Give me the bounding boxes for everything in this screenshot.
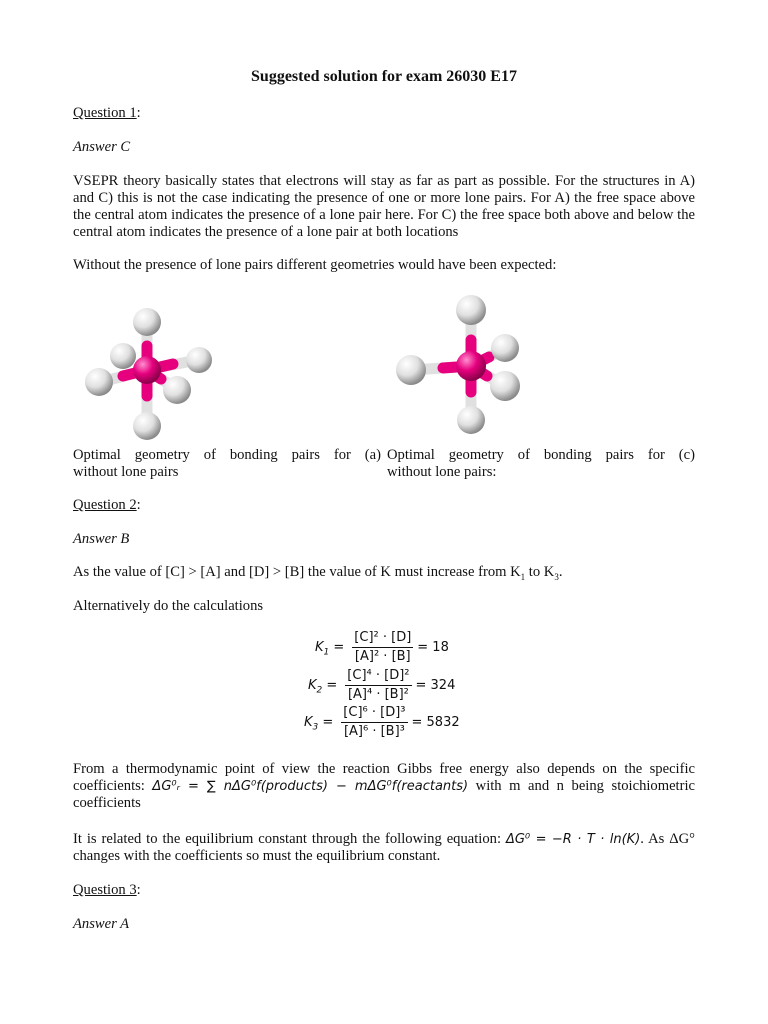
question-1-geometry-intro: Without the presence of lone pairs different geometries would have been expected:	[73, 257, 557, 273]
caption-a: Optimal geometry of bonding pairs for (a) without lone pairs	[73, 447, 381, 480]
question-1-answer: Answer C	[73, 139, 131, 155]
equation-k3: $K_3$ = $\frac{\text{[C]⁶ · [D]³}}{\text{[A]⁶ · [B]³}}$ = 5832	[304, 705, 460, 739]
question-2-equilibrium-relation: It is related to the equilibrium constant through the following equation: ΔG⁰ = −R · T · ln(K). As ΔG° changes with the coefficients so must the equilibrium constant.	[73, 831, 695, 864]
equation-k1: $K_1$ = $\frac{\text{[C]² · [D]}}{\text{[A]² · [B]}}$ = 18	[315, 630, 449, 664]
question-3-heading: Question 3:	[73, 882, 141, 898]
question-2-explanation: As the value of [C] > [A] and [D] > [B] the value of K must increase from $K_1$ to $K_3$.	[73, 564, 563, 582]
question-1-heading: Question 1:	[73, 105, 141, 121]
molecule-c-trigonal-bipyramidal	[391, 292, 541, 442]
page-title: Suggested solution for exam 26030 E17	[251, 68, 517, 85]
question-2-heading: Question 2:	[73, 497, 141, 513]
question-1-explanation: VSEPR theory basically states that electrons will stay as far as part as possible. For the structures in A) and C) this is not the case indicating the presence of one or more lone pairs. For A) the free space above the central atom indicates the presence of a lone pair here. For C) the free space both above and below the central atom indicates the presence of a lone pair at both locations	[73, 173, 695, 240]
caption-c: Optimal geometry of bonding pairs for (c) without lone pairs:	[387, 447, 695, 480]
question-2-answer: Answer B	[73, 531, 130, 547]
molecule-a-octahedral	[77, 302, 217, 442]
equation-k2: $K_2$ = $\frac{\text{[C]⁴ · [D]²}}{\text{[A]⁴ · [B]²}}$ = 324	[308, 668, 456, 702]
question-2-thermodynamics: From a thermodynamic point of view the reaction Gibbs free energy also depends on the specific coefficients: ΔG⁰ᵣ = ∑ nΔG⁰f(products) − mΔG⁰f(reactants) with m and n being stoichiometric coefficients	[73, 761, 695, 811]
question-3-answer: Answer A	[73, 916, 130, 932]
question-2-calc-intro: Alternatively do the calculations	[73, 598, 264, 614]
